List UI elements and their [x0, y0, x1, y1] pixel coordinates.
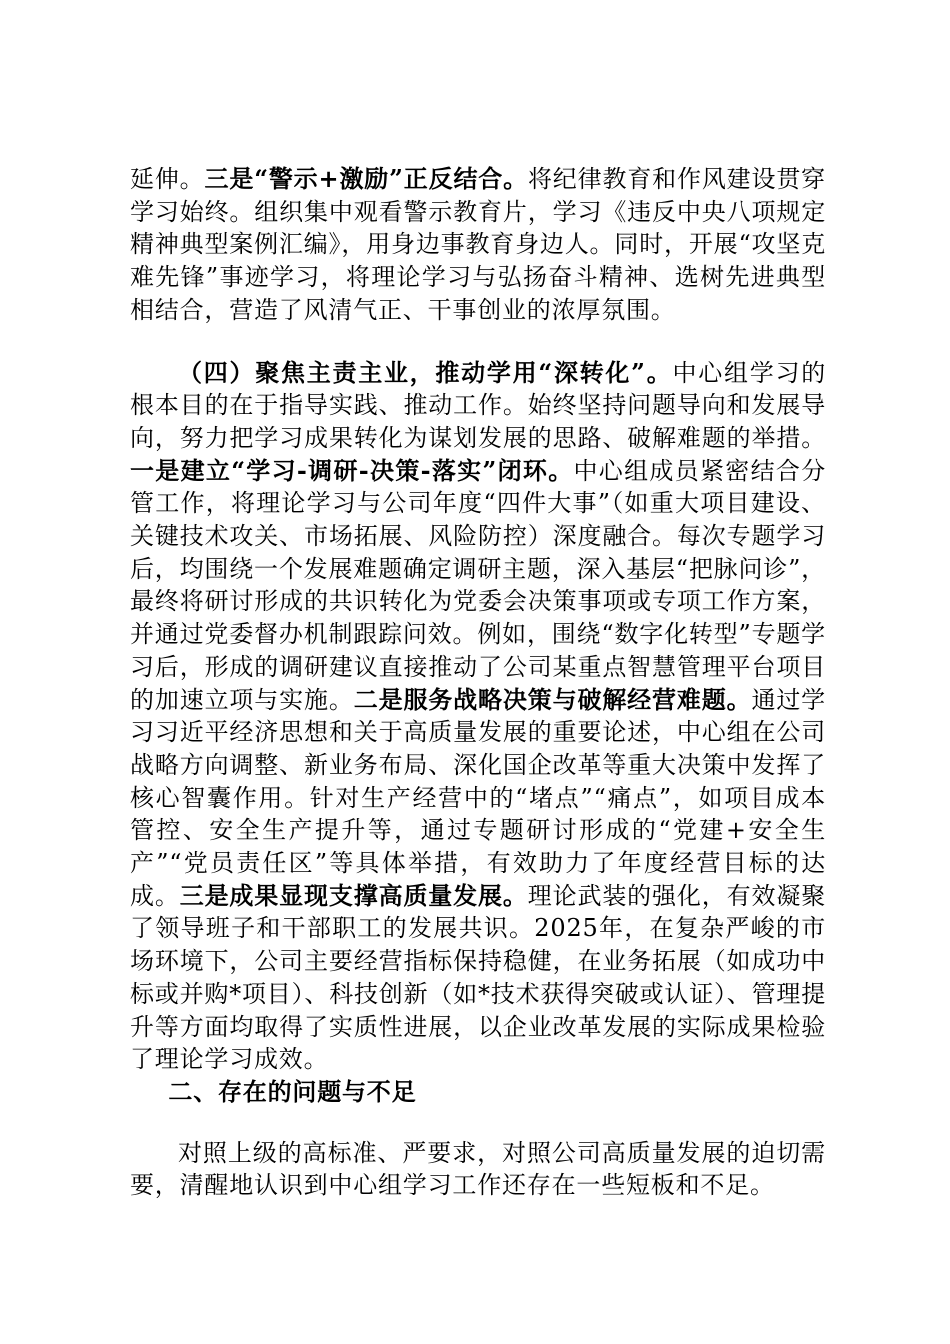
paragraph-text: 中心组学习的根本目的在于指导实践、推动工作。始终坚持问题导向和发展导向，努力把学习成果转化为谋划发展的思路、破解难题的举措。: [130, 358, 826, 452]
bold-point-title: 三是“警示+激励”正反结合。: [204, 164, 528, 193]
paragraph-text: 将纪律教育和作风建设贯穿学习始终。组织集中观看警示教育片，学习《违反中央八项规定精神典型案例汇编》，用身边事教育身边人。同时，开展“攻坚克难先锋”事迹学习，将理论学习与弘扬奋斗精神、选树先进典型相结合，营造了风清气正、干事创业的浓厚氛围。: [130, 165, 826, 324]
bold-point-title: 一是建立“学习-调研-决策-落实”闭环。: [130, 455, 574, 485]
paragraph-text: 理论武装的强化，有效凝聚了领导班子和干部职工的发展共识。2025年，在复杂严峻的市场环境下，公司主要经营指标保持稳健，在业务拓展（如成功中标或并购*项目）、科技创新（如*技术获得突破或认证）、管理提升等方面均取得了实质性进展，以企业改革发展的实际成果检验了理论学习成效。: [130, 881, 826, 1074]
bold-point-title: 二是服务战略决策与破解经营难题。: [353, 684, 752, 714]
intro-paragraph: 对照上级的高标准、严要求，对照公司高质量发展的迫切需要，清醒地认识到中心组学习工作还存在一些短板和不足。: [130, 1138, 826, 1200]
paragraph-continuation: [130, 163, 826, 327]
section-heading: （四）聚焦主责主业，推动学用“深转化”。: [178, 357, 673, 387]
bold-point-title: 三是成果显现支撑高质量发展。: [179, 880, 528, 910]
section-four-paragraph: [130, 357, 826, 1076]
paragraph-text: 中心组成员紧密结合分管工作，将理论学习与公司年度“四件大事”（如重大项目建设、关键技术攻关、市场拓展、风险防控）深度融合。每次专题学习后，均围绕一个发展难题确定调研主题，深入基层“把脉问诊”，最终将研讨形成的共识转化为党委会决策事项或专项工作方案，并通过党委督办机制跟踪问效。例如，围绕“数字化转型”专题学习后，形成的调研建议直接推动了公司某重点智慧管理平台项目的加速立项与实施。: [130, 456, 826, 714]
paragraph-text: 通过学习习近平经济思想和关于高质量发展的重要论述，中心组在公司战略方向调整、新业务布局、深化国企改革等重大决策中发挥了核心智囊作用。针对生产经营中的“堵点”“痛点”，如项目成本管控、安全生产提升等，通过专题研讨形成的“党建+安全生产”“党员责任区”等具体举措，有效助力了年度经营目标的达成。: [130, 685, 826, 910]
chapter-heading: 二、存在的问题与不足: [168, 1076, 417, 1106]
document-page: [130, 163, 826, 1202]
paragraph-text: 延伸。: [130, 165, 205, 193]
